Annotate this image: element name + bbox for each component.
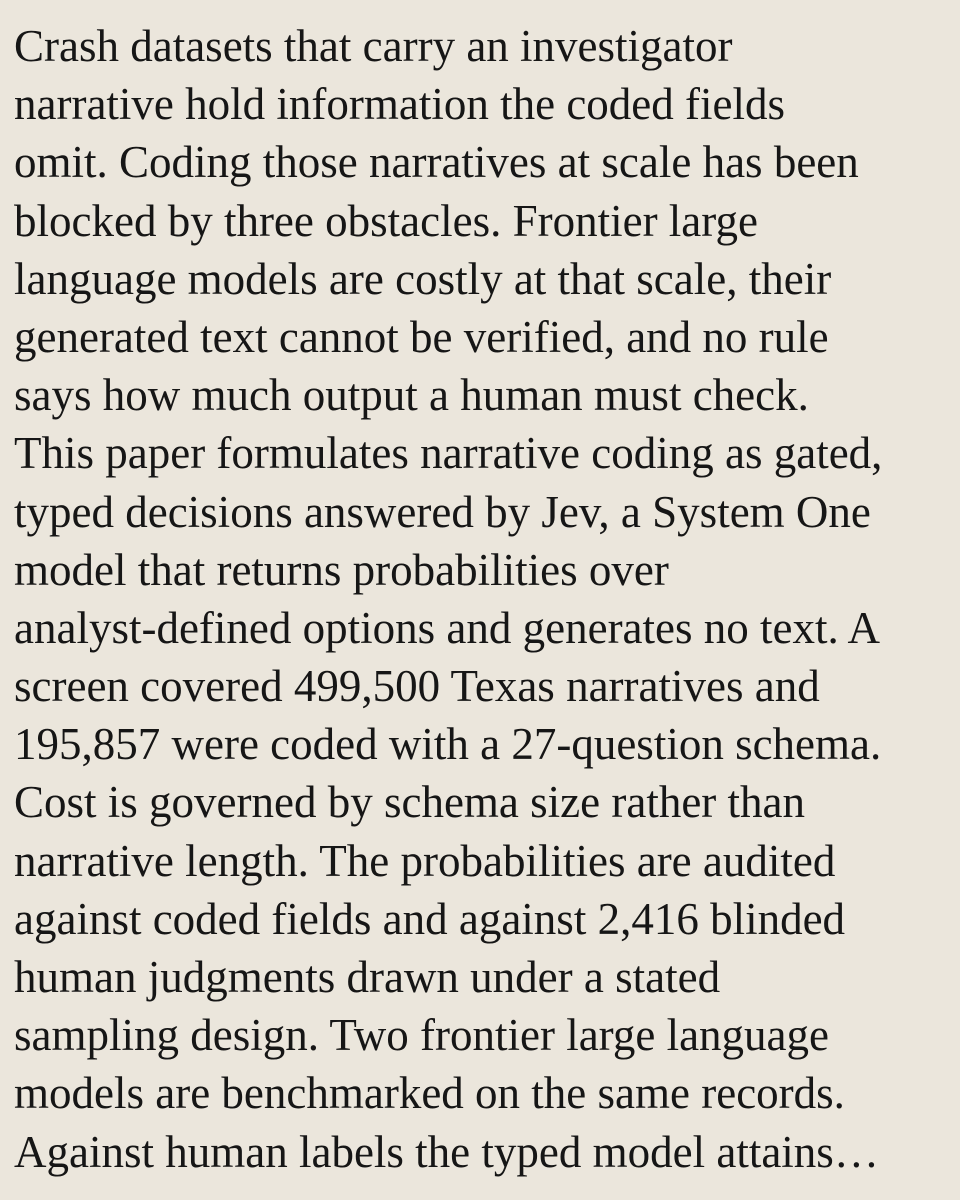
abstract-line: analyst-defined options and generates no text. A [14,602,881,653]
abstract-line: omit. Coding those narratives at scale has been [14,137,859,188]
abstract-text [14,17,954,1181]
abstract-line: Against human labels the typed model attains… [14,1126,879,1177]
abstract-line: Crash datasets that carry an investigator [14,21,733,71]
abstract-line: against coded fields and against 2,416 blinded [14,893,846,944]
abstract-line: 195,857 were coded with a 27-question schema. [14,719,882,770]
abstract-line: screen covered 499,500 Texas narratives and [14,661,820,712]
abstract-line: sampling design. Two frontier large language [14,1010,829,1061]
abstract-line: Cost is governed by schema size rather than [14,777,806,828]
abstract-line: human judgments drawn under a stated [14,952,721,1002]
abstract-line: says how much output a human must check. [14,370,809,421]
abstract-line: blocked by three obstacles. Frontier large [14,195,758,246]
abstract-line: generated text cannot be verified, and no rule [14,311,829,362]
abstract-line: model that returns probabilities over [14,544,669,595]
abstract-line: This paper formulates narrative coding as gated, [14,428,883,479]
abstract-line: typed decisions answered by Jev, a System One [14,486,871,537]
abstract-line: language models are costly at that scale, their [14,253,832,304]
abstract-line: models are benchmarked on the same records. [14,1068,845,1119]
abstract-line: narrative hold information the coded fields [14,79,785,130]
abstract-line: narrative length. The probabilities are audited [14,835,836,886]
